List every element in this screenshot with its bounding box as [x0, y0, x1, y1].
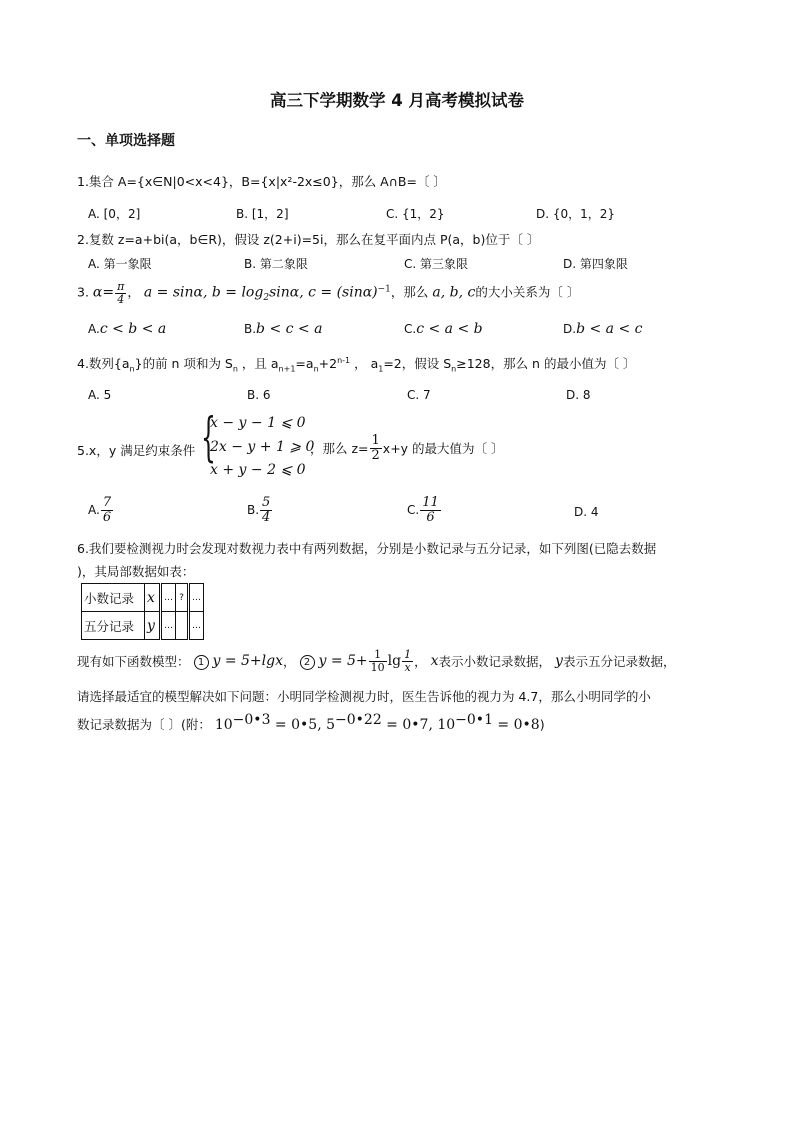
- q5-option-a: A. $\frac{7}{6}$: [88, 495, 112, 525]
- q4-option-a: A. 5: [88, 388, 112, 402]
- row-label-decimal: 小数记录: [82, 584, 145, 612]
- q1-option-c: C. {1，2}: [386, 207, 445, 221]
- q3-number: 3.: [77, 284, 89, 300]
- q3-option-d: D.b < a < c: [563, 321, 643, 337]
- table-cell: …: [189, 612, 204, 640]
- circled-1: 1: [194, 655, 209, 670]
- question-5-lead: 5.x，y 满足约束条件: [77, 443, 196, 458]
- circled-2: 2: [300, 655, 315, 670]
- q5-constraint-3: x + y − 2 ⩽ 0: [210, 462, 306, 478]
- table-cell: [176, 612, 189, 640]
- table-row: [82, 612, 204, 640]
- q6-models-line: 现有如下函数模型： 1 y = 5+lgx， 2 y = 5+ $\frac{1}{10}$ lg $\frac{1}{x}$ ， x表示小数记录数据， y表示五分记录数据，: [77, 648, 676, 674]
- q3-pi-over-4: $\frac{\pi}{4}$: [117, 280, 125, 306]
- question-6-line-1: 6.我们要检测视力时会发现对数视力表中有两列数据，分别是小数记录与五分记录，如下列图(已隐去数据: [77, 541, 657, 556]
- q5-option-b: B. $\frac{5}{4}$: [247, 495, 271, 525]
- question-2-stem: 2.复数 z=a+bi(a，b∈R)，假设 z(2+i)=5i，那么在复平面内点 P(a，b)位于〔 〕: [77, 232, 540, 247]
- q2-option-c: C. 第三象限: [404, 257, 469, 271]
- q4-option-d: D. 8: [566, 388, 591, 402]
- q5-constraint-1: x − y − 1 ⩽ 0: [210, 415, 306, 431]
- q1-option-b: B. [1，2]: [236, 207, 289, 221]
- table-cell: …: [161, 612, 176, 640]
- page-title: 高三下学期数学 4 月高考模拟试卷: [270, 91, 524, 110]
- q5-constraint-2: 2x − y + 1 ⩾ 0: [210, 439, 315, 455]
- section-heading: 一、单项选择题: [77, 133, 175, 149]
- table-cell: …: [161, 584, 176, 612]
- table-cell: …: [189, 584, 204, 612]
- vision-table: [81, 583, 204, 640]
- q3-relation: a = sinα, b = log: [143, 284, 264, 301]
- question-1-stem: 1.集合 A={x∈N|0<x<4}，B={x|x²-2x≤0}，那么 A∩B=〔 〕: [77, 174, 446, 189]
- q4-option-c: C. 7: [407, 388, 431, 402]
- table-row: [82, 584, 204, 612]
- question-3-stem: 3. α= $\frac{\pi}{4}$ ， a = sinα, $b = \log_2\sin\alpha$, $c = (\sin\alpha)^{-1}$，那么 a, b, c的大小关系为〔 〕: [77, 280, 580, 306]
- q5-half: $\frac{1}{2}$: [371, 433, 380, 463]
- question-4-stem: 4.数列$\{a_n\}$的前 n 项和为 $S_n$ ，且 $a_{n+1}=a_n+2^{n-1}$ ， $a_1=2$，假设 $S_n\ge 128$，那么 n 的最小值为〔 〕: [77, 355, 636, 374]
- q3-option-c: C.c < a < b: [404, 321, 483, 337]
- row-var-y: y: [145, 612, 161, 640]
- q4-option-b: B. 6: [247, 388, 271, 402]
- q1-option-a: A. [0，2]: [88, 207, 141, 221]
- q3-option-b: B.b < c < a: [244, 321, 323, 337]
- q5-objective: ，那么 z= $\frac{1}{2}$ x+y 的最大值为〔 〕: [310, 433, 504, 463]
- q1-option-d: D. {0，1，2}: [536, 207, 616, 221]
- q2-option-b: B. 第二象限: [244, 257, 308, 271]
- table-cell: ?: [176, 584, 189, 612]
- q5-option-c: C. $\frac{11}{6}$: [407, 495, 439, 525]
- question-6-line-3: 请选择最适宜的模型解决如下问题：小明同学检测视力时，医生告诉他的视力为 4.7，那么小明同学的小: [77, 689, 651, 704]
- q5-option-d: D. 4: [574, 505, 599, 519]
- row-var-x: x: [145, 584, 161, 612]
- row-label-five-point: 五分记录: [82, 612, 145, 640]
- q2-option-d: D. 第四象限: [563, 257, 628, 271]
- model-2: y = 5+: [318, 653, 368, 670]
- q3-option-a: A.c < b < a: [88, 321, 167, 337]
- q3-alpha: α=: [92, 284, 115, 301]
- model-1: y = 5+lgx: [212, 653, 283, 670]
- question-6-line-2: )，其局部数据如表：: [77, 564, 195, 579]
- q5-brace: {: [201, 408, 216, 468]
- q2-option-a: A. 第一象限: [88, 257, 152, 271]
- question-6-line-4: 数记录数据为〔 〕(附： $10^{-0•3}$ = 0•5, $5^{-0•22}$ = 0•7, $10^{-0•1}$ = 0•8): [77, 712, 545, 734]
